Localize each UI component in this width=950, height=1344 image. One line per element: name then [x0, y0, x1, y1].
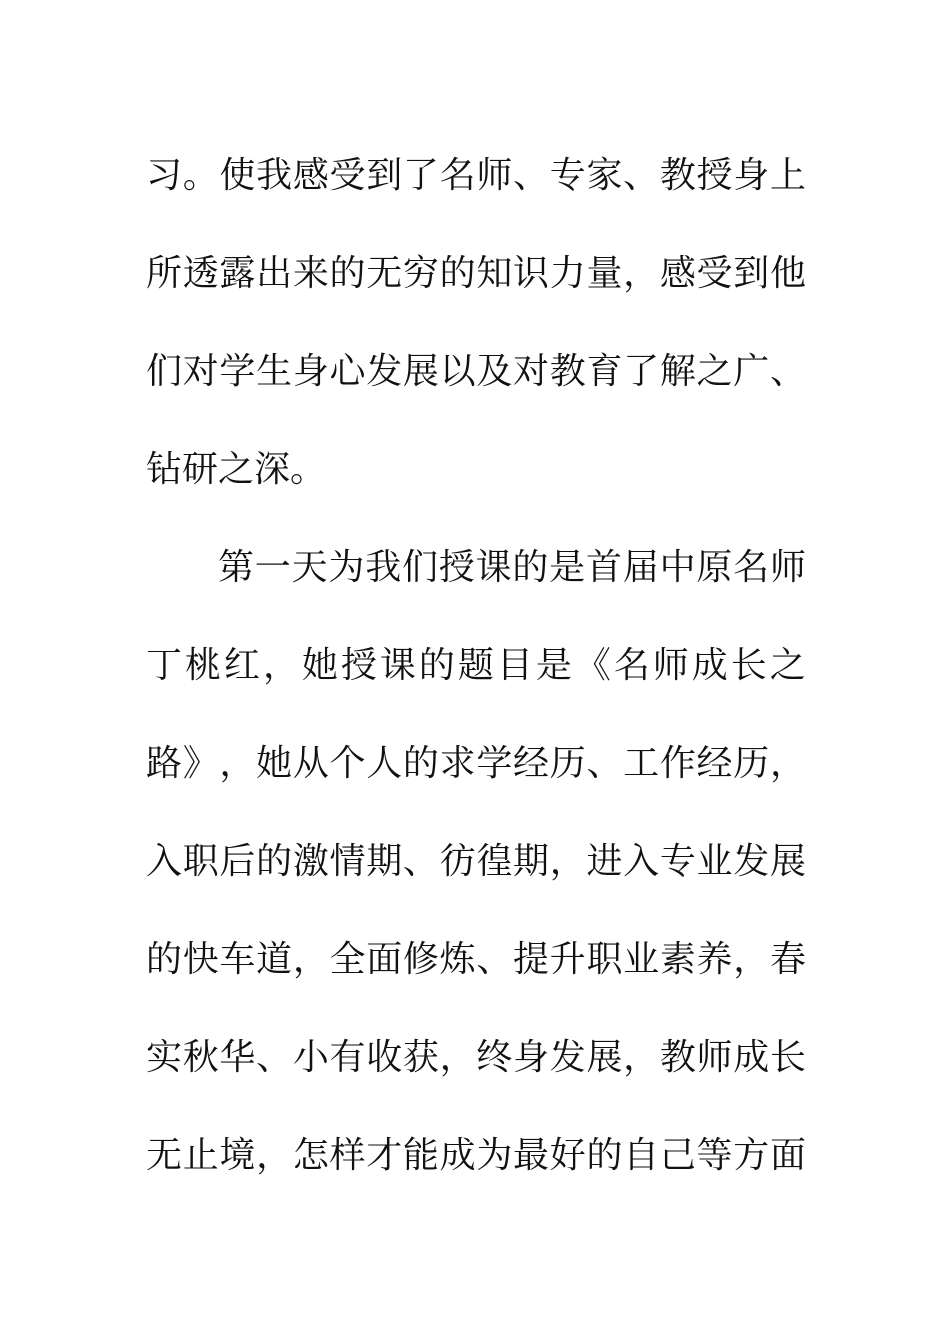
text-line: 们 对 学 生 身 心 发 展 以 及 对 教 育 了 解 之 广 、 — [146, 351, 806, 392]
text-line: 钻研之深。 — [146, 449, 327, 490]
text-line: 所 透 露 出 来 的 无 穷 的 知 识 力 量 ， 感 受 到 他 — [146, 253, 806, 294]
body-text — [146, 127, 806, 1205]
text-line: 习 。 使 我 感 受 到 了 名 师 、 专 家 、 教 授 身 上 — [146, 155, 806, 196]
paragraph-first-line: 第 一 天 为 我 们 授 课 的 是 首 届 中 原 名 师 — [218, 547, 806, 588]
text-line: 无 止 境 ， 怎 样 才 能 成 为 最 好 的 自 己 等 方 面 — [146, 1135, 806, 1176]
text-line: 丁 桃 红 ， 她 授 课 的 题 目 是 《 名 师 成 长 之 — [146, 645, 806, 686]
text-line: 入 职 后 的 激 情 期 、 彷 徨 期 ， 进 入 专 业 发 展 — [146, 841, 806, 882]
text-line: 实 秋 华 、 小 有 收 获 ， 终 身 发 展 ， 教 师 成 长 — [146, 1037, 806, 1078]
text-line: 的 快 车 道 ， 全 面 修 炼 、 提 升 职 业 素 养 ， 春 — [146, 939, 806, 980]
text-line: 路 》 ， 她 从 个 人 的 求 学 经 历 、 工 作 经 历 ， — [146, 743, 806, 784]
